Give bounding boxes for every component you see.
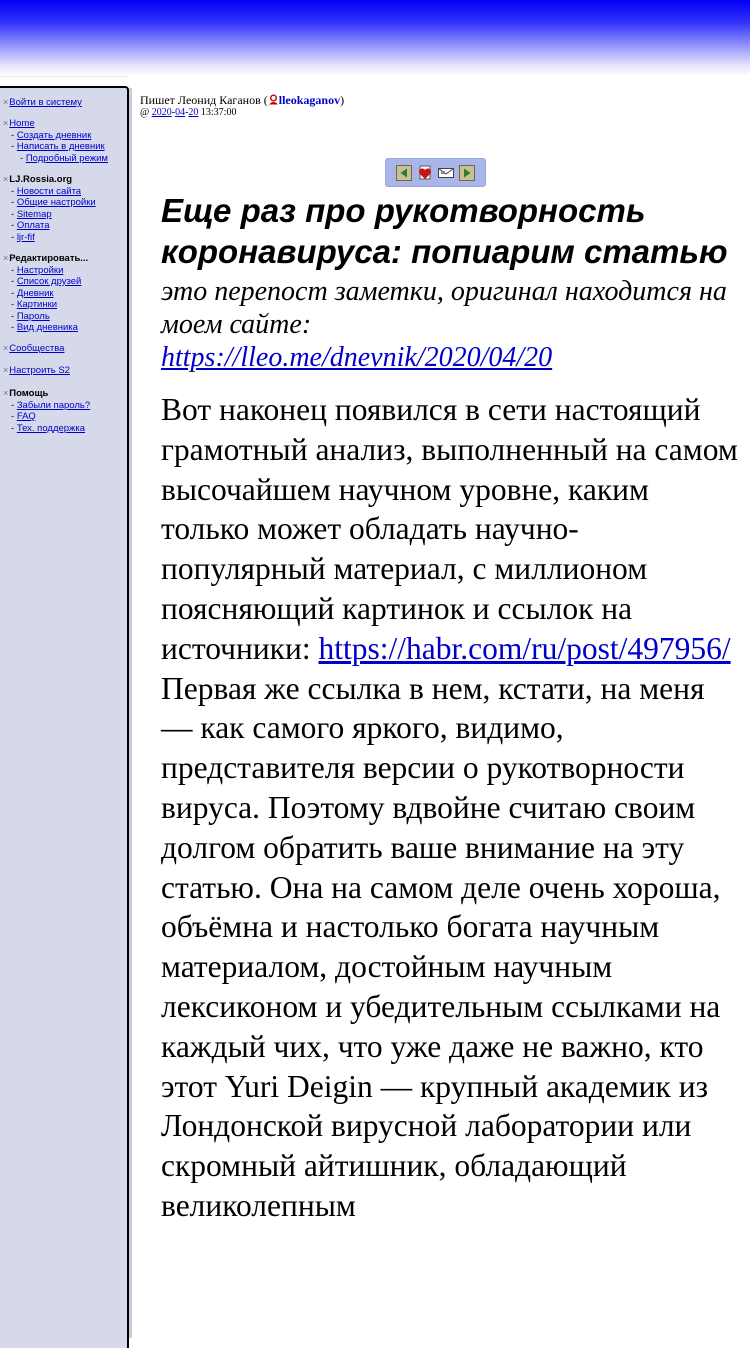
sidebar-item-friends-list[interactable]: Список друзей <box>16 276 82 287</box>
post-dateline: @ 2020-04-20 13:37:00 <box>140 107 237 118</box>
byline-suffix: ) <box>340 93 345 107</box>
body-intro: Вот наконец появился в сети настоящий грамотный анализ, выполненный на самом высочайшем научном уровне, каким только может обладать научно-популярный материал, с миллионом поясняющий картинок и ссылок на источники: <box>161 392 738 666</box>
habr-article-link[interactable]: https://habr.com/ru/post/497956/ <box>318 630 731 666</box>
arrow-right-icon <box>459 165 475 181</box>
post-body <box>161 390 741 1226</box>
sidebar-section-ljrossia: LJ.Rossia.org <box>9 174 73 185</box>
sidebar-communities-link[interactable]: Сообщества <box>9 343 65 354</box>
username-link[interactable]: lleokaganov <box>278 93 341 107</box>
sidebar-s2-group <box>3 365 70 377</box>
sidebar-item-ljr-fif[interactable]: ljr-fif <box>16 231 35 243</box>
post-byline <box>140 93 344 108</box>
sidebar-item-detailed-mode[interactable]: Подробный режим <box>25 152 108 164</box>
sidebar-home-link[interactable]: Home <box>9 118 35 129</box>
sidebar-item-payment[interactable]: Оплата <box>16 220 50 231</box>
post-subtitle <box>161 275 741 374</box>
close-x-icon: × <box>3 365 9 375</box>
sidebar-item-forgot-password[interactable]: Забыли пароль? <box>16 399 91 411</box>
sidebar <box>0 86 129 1348</box>
sidebar-item-journal-style[interactable]: Вид дневника <box>16 322 78 333</box>
original-post-link[interactable]: https://lleo.me/dnevnik/2020/04/20 <box>161 342 553 373</box>
close-x-icon: × <box>3 97 9 107</box>
sidebar-ljrossia-group: ×LJ.Rossia.org - Новости сайта - Общие настройки - Sitemap - Оплата - ljr-fif <box>3 174 96 243</box>
sidebar-item-general-settings[interactable]: Общие настройки <box>16 197 96 208</box>
prev-entry-button[interactable] <box>396 165 412 181</box>
body-rest: Первая же ссылка в нем, кстати, на меня — как самого яркого, видимо, представителя версии о рукотворности вируса. Поэтому вдвойне считаю своим долгом обратить ваше внимание на эту статью. Она на самом деле очень хороша, объёмна и настолько богата научным материалом, достойным научным лексиконом и убедительным ссылками на каждый чих, что уже даже не важно, кто этот Yuri Deigin — крупный академик из Лондонской вирусной лаборатории или скромный айтишник, обладающий великолепным <box>161 670 721 1223</box>
arrow-left-icon <box>396 165 412 181</box>
sidebar-item-tech-support[interactable]: Тех. поддержка <box>16 422 86 434</box>
date-day-link[interactable]: 20 <box>188 107 199 118</box>
date-year-link[interactable]: 2020 <box>151 107 172 118</box>
post-time: 13:37:00 <box>200 107 237 118</box>
sidebar-item-write-journal[interactable]: Написать в дневник <box>16 141 105 152</box>
sidebar-section-edit: Редактировать... <box>9 253 89 264</box>
byline-prefix: Пишет Леонид Каганов ( <box>140 93 268 107</box>
heart-memories-icon <box>417 165 433 181</box>
close-x-icon: × <box>3 388 9 398</box>
entry-nav-bar <box>385 158 486 187</box>
post-article <box>161 190 741 1226</box>
tell-friend-button[interactable] <box>438 165 454 181</box>
sidebar-edit-group: ×Редактировать... - Настройки - Список друзей - Дневник - Картинки - Пароль - Вид дневника <box>3 253 89 333</box>
close-x-icon: × <box>3 343 9 353</box>
sidebar-help-group: ×Помощь - Забыли пароль? - FAQ - Тех. поддержка <box>3 388 91 434</box>
sidebar-section-help: Помощь <box>9 388 49 399</box>
sidebar-communities-group <box>3 343 64 355</box>
sidebar-item-sitemap[interactable]: Sitemap <box>16 208 52 220</box>
close-x-icon: × <box>3 174 9 184</box>
envelope-tell-icon <box>438 165 454 181</box>
sidebar-login-group <box>3 97 82 109</box>
sidebar-shadow <box>129 88 132 1338</box>
sidebar-top-divider <box>0 76 127 77</box>
header-gradient-band <box>0 0 750 76</box>
date-month-link[interactable]: 04 <box>175 107 186 118</box>
sidebar-item-journal[interactable]: Дневник <box>16 287 54 299</box>
add-memories-button[interactable] <box>417 165 433 181</box>
post-title: Еще раз про рукотворность коронавируса: попиарим статью <box>161 192 728 270</box>
sidebar-s2-link[interactable]: Настроить S2 <box>9 365 70 376</box>
sidebar-item-pictures[interactable]: Картинки <box>16 299 58 310</box>
sidebar-home-group: ×Home - Создать дневник - Написать в дневник - Подробный режим <box>3 118 108 164</box>
sidebar-item-site-news[interactable]: Новости сайта <box>16 185 82 197</box>
close-x-icon: × <box>3 253 9 263</box>
next-entry-button[interactable] <box>459 165 475 181</box>
close-x-icon: × <box>3 118 9 128</box>
user-info-icon[interactable] <box>268 94 279 105</box>
sidebar-item-password[interactable]: Пароль <box>16 310 50 322</box>
sidebar-item-faq[interactable]: FAQ <box>16 411 36 422</box>
subtitle-text: это перепост заметки, оригинал находится на моем сайте: <box>161 276 727 340</box>
login-link[interactable]: Войти в систему <box>9 97 82 108</box>
at-sign: @ <box>140 107 150 118</box>
sidebar-item-create-journal[interactable]: Создать дневник <box>16 129 92 141</box>
sidebar-item-settings[interactable]: Настройки <box>16 264 64 276</box>
